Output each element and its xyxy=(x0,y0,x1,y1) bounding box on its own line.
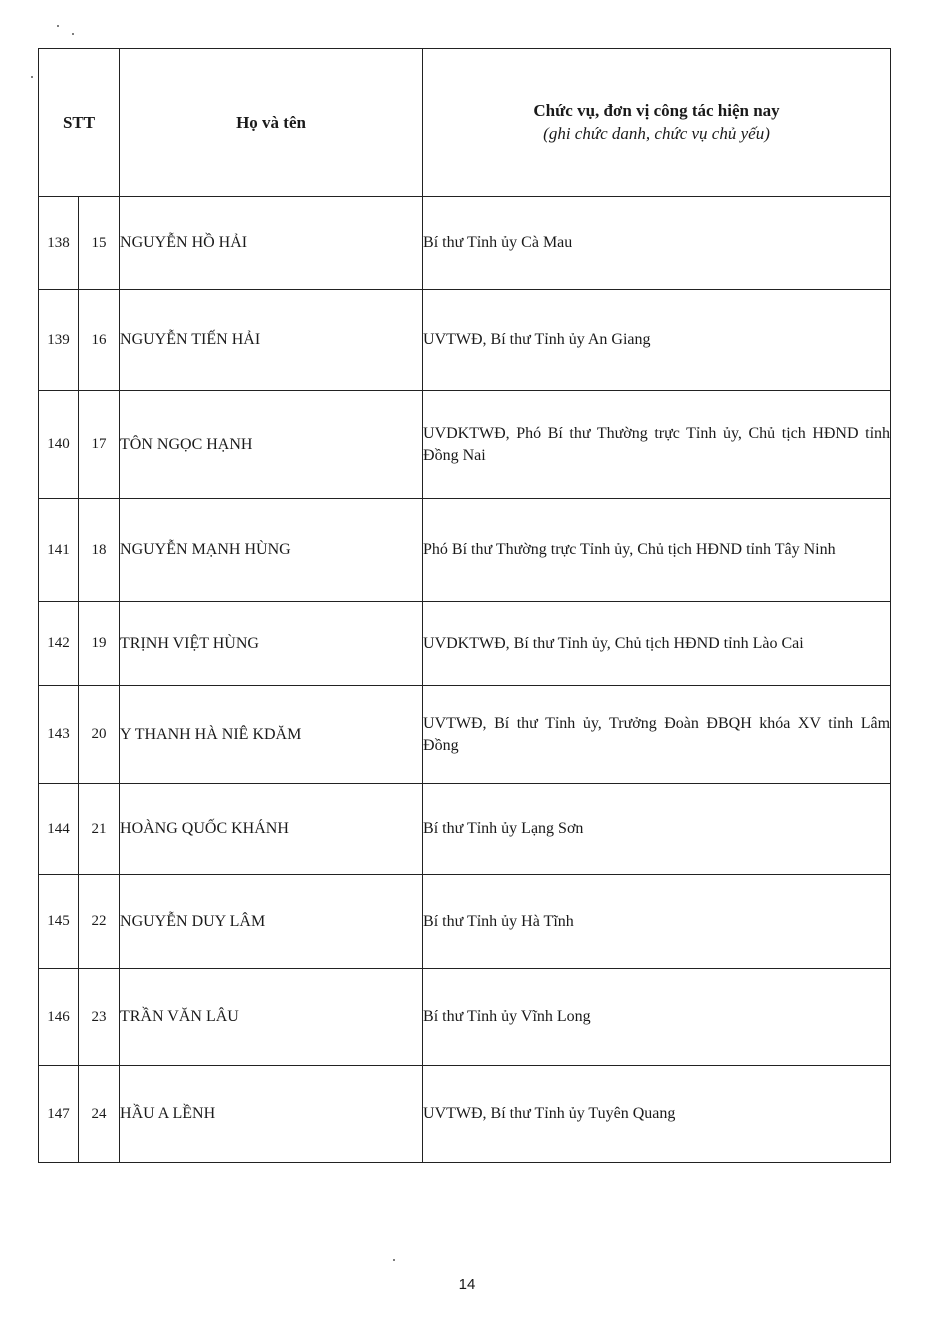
row-name: NGUYỄN TIẾN HẢI xyxy=(120,290,423,391)
roster-table xyxy=(38,48,891,1163)
row-name: TRẦN VĂN LÂU xyxy=(120,969,423,1066)
scan-speck xyxy=(31,76,33,78)
row-stt: 146 xyxy=(39,969,79,1066)
table-row xyxy=(39,969,891,1066)
row-position: UVDKTWĐ, Phó Bí thư Thường trực Tỉnh ủy, Chủ tịch HĐND tỉnh Đồng Nai xyxy=(423,391,891,499)
row-position: Bí thư Tỉnh ủy Cà Mau xyxy=(423,197,891,290)
row-stt: 140 xyxy=(39,391,79,499)
header-stt: STT xyxy=(39,49,120,197)
row-name: NGUYỄN DUY LÂM xyxy=(120,875,423,969)
row-sub-number: 23 xyxy=(79,969,120,1066)
row-stt: 145 xyxy=(39,875,79,969)
row-position: UVDKTWĐ, Bí thư Tỉnh ủy, Chủ tịch HĐND tỉnh Lào Cai xyxy=(423,602,891,686)
table-row xyxy=(39,290,891,391)
table-row xyxy=(39,499,891,602)
row-sub-number: 17 xyxy=(79,391,120,499)
row-name: HOÀNG QUỐC KHÁNH xyxy=(120,784,423,875)
table-header-row xyxy=(39,49,891,197)
header-position-title: Chức vụ, đơn vị công tác hiện nay xyxy=(533,100,780,120)
row-position: UVTWĐ, Bí thư Tỉnh ủy Tuyên Quang xyxy=(423,1066,891,1163)
row-name: Y THANH HÀ NIÊ KDĂM xyxy=(120,686,423,784)
row-position: UVTWĐ, Bí thư Tỉnh ủy, Trưởng Đoàn ĐBQH khóa XV tỉnh Lâm Đồng xyxy=(423,686,891,784)
header-name: Họ và tên xyxy=(120,49,423,197)
row-stt: 138 xyxy=(39,197,79,290)
row-sub-number: 24 xyxy=(79,1066,120,1163)
row-stt: 142 xyxy=(39,602,79,686)
table-row xyxy=(39,686,891,784)
row-sub-number: 20 xyxy=(79,686,120,784)
row-sub-number: 21 xyxy=(79,784,120,875)
row-stt: 141 xyxy=(39,499,79,602)
scan-speck xyxy=(57,25,59,27)
row-position: Bí thư Tỉnh ủy Lạng Sơn xyxy=(423,784,891,875)
row-name: TÔN NGỌC HẠNH xyxy=(120,391,423,499)
scan-speck xyxy=(393,1259,395,1261)
row-position: Bí thư Tỉnh ủy Vĩnh Long xyxy=(423,969,891,1066)
row-stt: 139 xyxy=(39,290,79,391)
row-position: Bí thư Tỉnh ủy Hà Tĩnh xyxy=(423,875,891,969)
page-number: 14 xyxy=(458,1276,476,1293)
table-row xyxy=(39,784,891,875)
row-sub-number: 19 xyxy=(79,602,120,686)
header-position xyxy=(423,49,891,197)
scan-speck xyxy=(72,33,74,35)
table-row xyxy=(39,602,891,686)
row-name: TRỊNH VIỆT HÙNG xyxy=(120,602,423,686)
row-sub-number: 15 xyxy=(79,197,120,290)
row-stt: 144 xyxy=(39,784,79,875)
row-stt: 147 xyxy=(39,1066,79,1163)
row-position: Phó Bí thư Thường trực Tỉnh ủy, Chủ tịch HĐND tỉnh Tây Ninh xyxy=(423,499,891,602)
table-row xyxy=(39,1066,891,1163)
table-row xyxy=(39,875,891,969)
row-name: NGUYỄN MẠNH HÙNG xyxy=(120,499,423,602)
row-name: NGUYỄN HỒ HẢI xyxy=(120,197,423,290)
row-position: UVTWĐ, Bí thư Tỉnh ủy An Giang xyxy=(423,290,891,391)
table-row xyxy=(39,197,891,290)
header-position-subtitle: (ghi chức danh, chức vụ chủ yếu) xyxy=(543,123,770,143)
row-sub-number: 16 xyxy=(79,290,120,391)
row-sub-number: 22 xyxy=(79,875,120,969)
row-sub-number: 18 xyxy=(79,499,120,602)
row-name: HẦU A LỀNH xyxy=(120,1066,423,1163)
row-stt: 143 xyxy=(39,686,79,784)
table-row xyxy=(39,391,891,499)
